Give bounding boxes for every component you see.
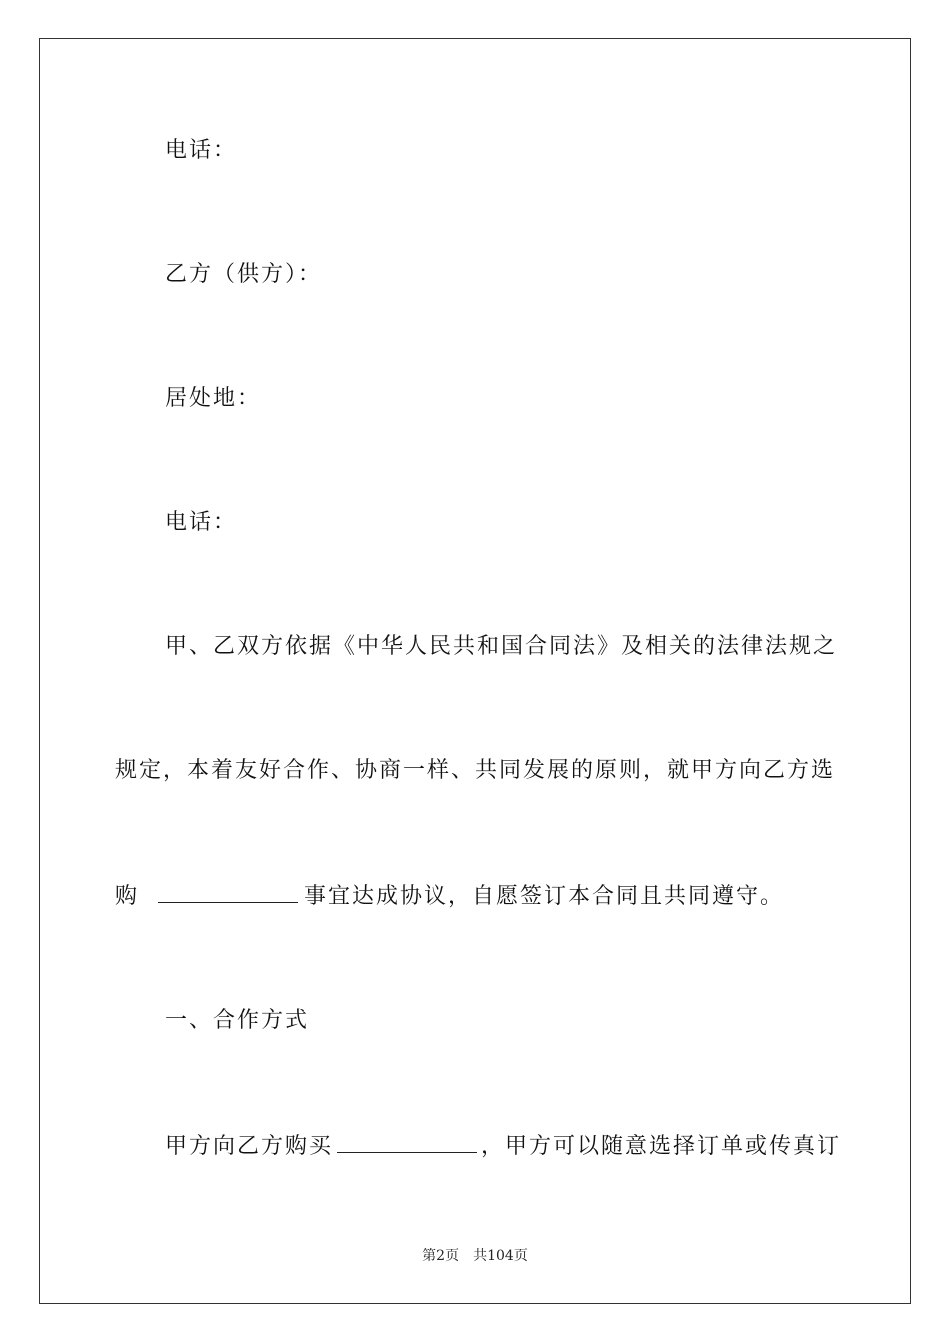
page-number: 第2页 <box>422 1248 460 1264</box>
purchase-prefix: 购 <box>115 884 140 909</box>
blank-line-2 <box>337 1130 477 1153</box>
page-footer <box>0 1247 950 1265</box>
buy-prefix: 甲方向乙方购买 <box>165 1134 334 1159</box>
paragraph-line-2: 规定，本着友好合作、协商一样、共同发展的原则，就甲方向乙方选 <box>115 758 836 783</box>
phone-label-2: 电话： <box>165 510 238 535</box>
residence-label: 居处地： <box>165 386 262 411</box>
paragraph-line-3-text: 事宜达成协议，自愿签订本合同且共同遵守。 <box>304 884 785 909</box>
paragraph-line-3 <box>115 880 784 912</box>
phone-label-1: 电话： <box>165 138 238 163</box>
section-heading: 一、合作方式 <box>165 1008 310 1033</box>
paragraph-line-4-text: ，甲方可以随意选择订单或传真订 <box>481 1134 842 1159</box>
blank-line-1 <box>158 880 298 903</box>
paragraph-line-1: 甲、乙双方依据《中华人民共和国合同法》及相关的法律法规之 <box>165 634 838 659</box>
total-pages: 共104页 <box>473 1248 528 1264</box>
paragraph-line-4 <box>165 1130 841 1162</box>
page-border <box>39 38 911 1304</box>
party-b-label: 乙方（供方）： <box>165 262 323 287</box>
